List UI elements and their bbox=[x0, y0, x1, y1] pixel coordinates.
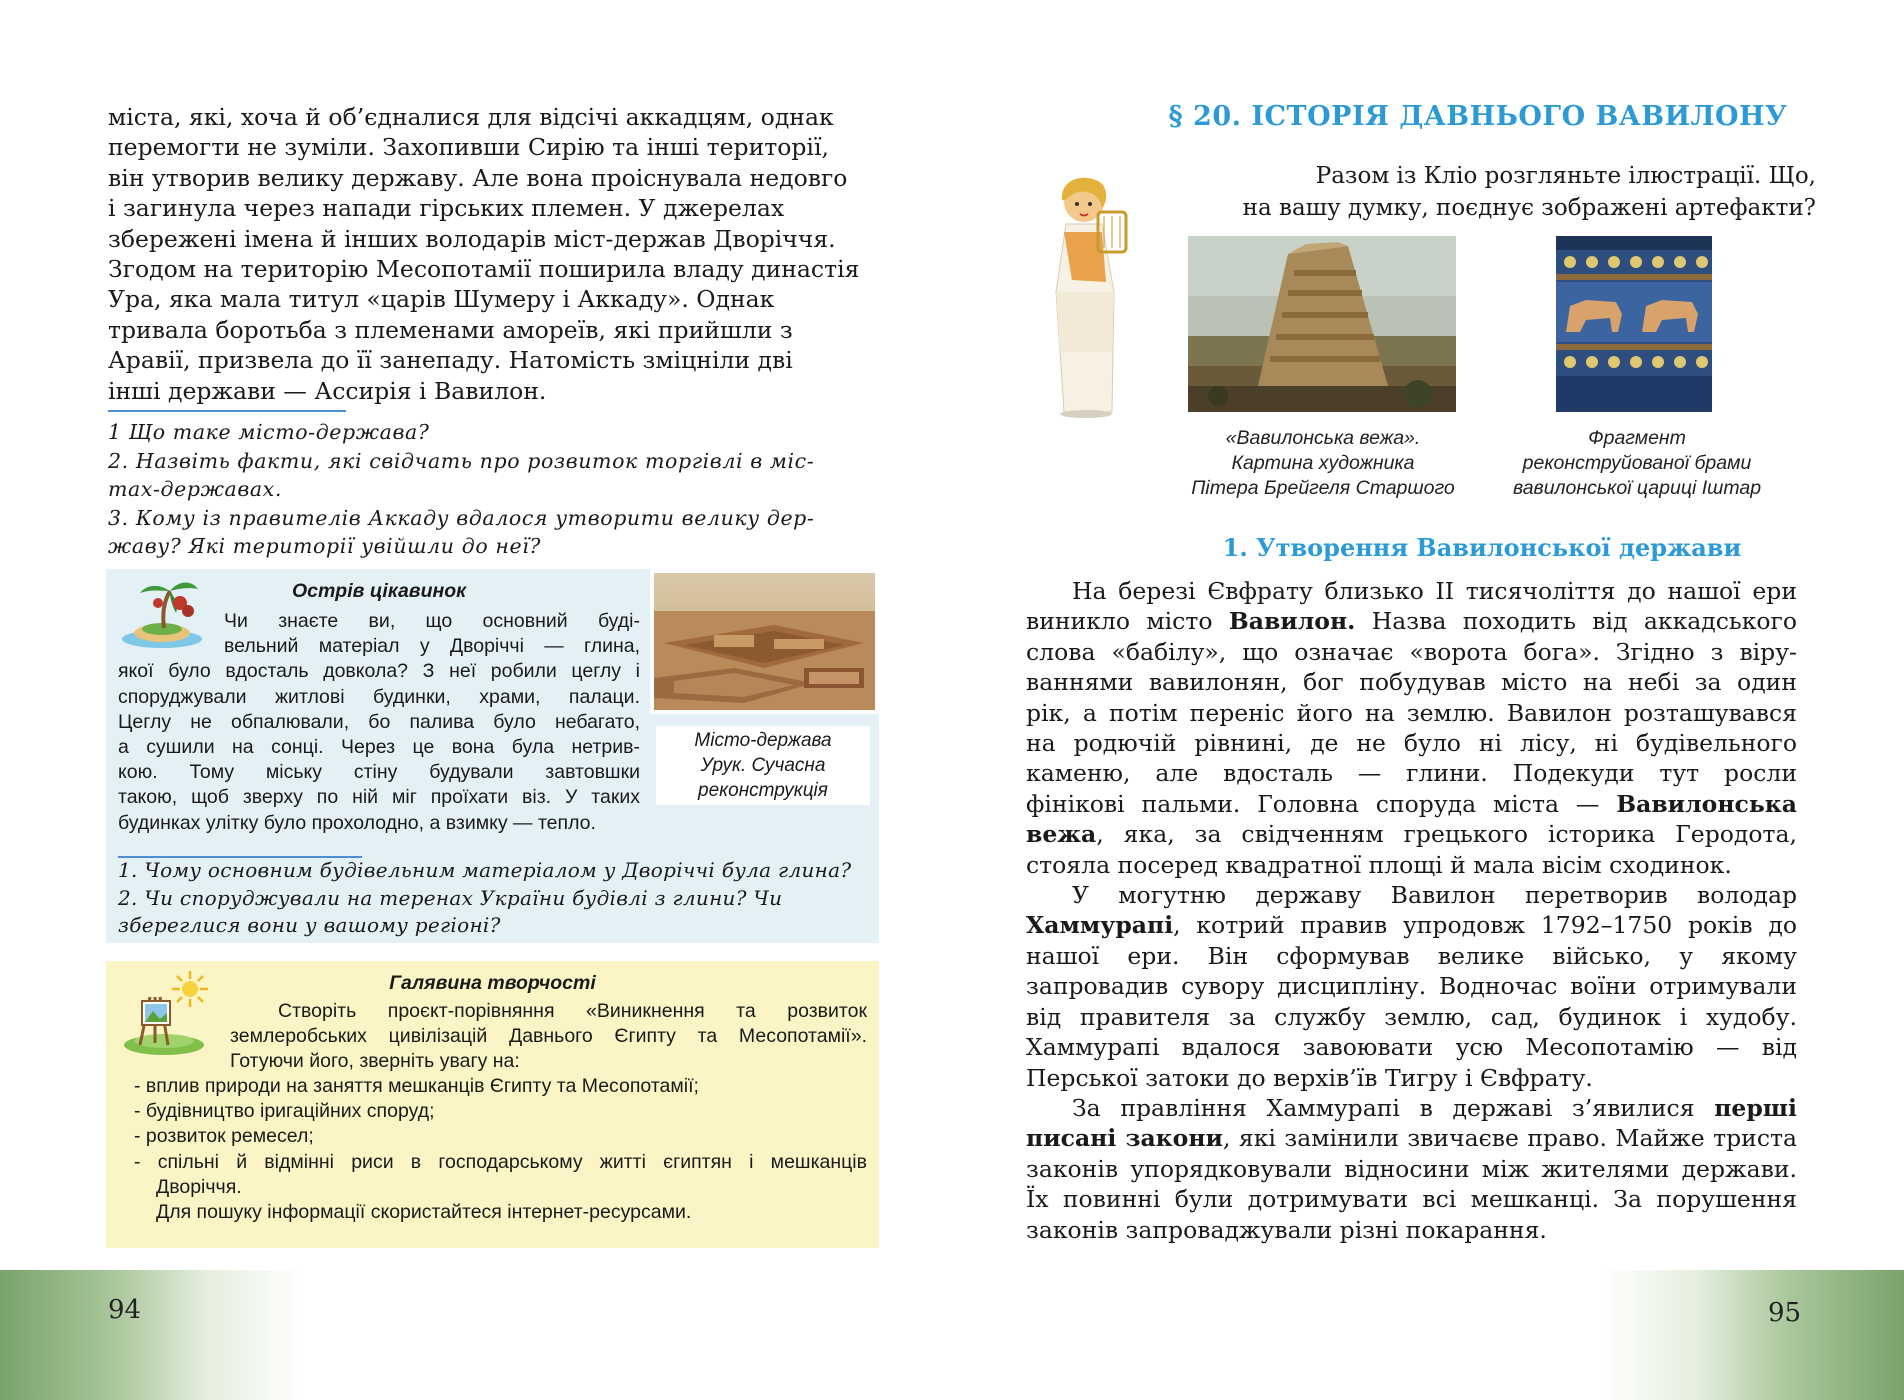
bullet-item: Дворіччя. bbox=[156, 1175, 242, 1198]
caption-line: Місто-держава bbox=[694, 730, 832, 751]
text-line: землеробських цивілізацій Давнього Єгипту та Месопотамії». bbox=[230, 1025, 867, 1048]
text-line: вежа, яка, за свідченням грецького історика Геродота, bbox=[1026, 820, 1797, 849]
caption-line: реконструкція bbox=[698, 780, 828, 801]
text-line: Готуючи його, зверніть увагу на: bbox=[230, 1050, 520, 1073]
question: 1. Чому основним будівельним матеріалом у Дворіччі була глина? bbox=[118, 858, 852, 882]
text-line: міста, які, хоча й об’єдналися для відсічі аккадцям, однак bbox=[108, 103, 834, 131]
uruk-image-caption bbox=[656, 726, 870, 805]
bold-term: перші bbox=[1714, 1093, 1797, 1122]
text-line: Хаммурапі, котрий правив упродовж 1792–1750 років до bbox=[1026, 911, 1797, 940]
bullet-item: - будівництво іригаційних споруд; bbox=[134, 1100, 435, 1123]
text-line: У могутню державу Вавилон перетворив володар bbox=[1072, 881, 1797, 910]
bold-term: писані закони bbox=[1026, 1124, 1223, 1153]
question: жаву? Які території увійшли до неї? bbox=[108, 534, 541, 559]
text-line: За правління Хаммурапі в державі з’явилися перші bbox=[1072, 1093, 1797, 1122]
creativity-box bbox=[106, 961, 879, 1248]
text-line: якої було вдосталь довкола? З неї робили цеглу і bbox=[118, 660, 640, 683]
text-line: Цеглу не обпалювали, бо палива було небагато, bbox=[118, 710, 640, 733]
caption-line: Фрагмент bbox=[1588, 427, 1686, 449]
tower-of-babel-frame bbox=[1184, 232, 1460, 416]
text-line: ваннями вавилонян, бог побудував місто на небі за один bbox=[1026, 668, 1797, 697]
creativity-box-intro bbox=[230, 999, 867, 1075]
question: збереглися вони у вашому регіоні? bbox=[118, 913, 501, 937]
text-line: перемогти не зуміли. Захопивши Сирію та інші території, bbox=[108, 133, 829, 162]
ishtar-gate-frame bbox=[1552, 232, 1716, 416]
prompt-line: Разом із Кліо розгляньте ілюстрації. Що, bbox=[1315, 163, 1816, 189]
clio-prompt bbox=[1176, 160, 1816, 224]
right-page bbox=[952, 0, 1904, 1400]
clio-muse-figure bbox=[1042, 172, 1142, 420]
gate-caption bbox=[1492, 426, 1782, 501]
right-body-text bbox=[1026, 576, 1797, 1245]
caption-line: реконструйованої брами bbox=[1522, 452, 1752, 474]
text-line: а сушили на сонці. Через це вона була нетрив- bbox=[118, 736, 640, 759]
text-line: вельний матеріал у Дворіччі — глина, bbox=[224, 635, 640, 658]
question: 2. Чи споруджували на теренах України будівлі з глини? Чи bbox=[118, 885, 783, 910]
question: 3. Кому із правителів Аккаду вдалося утворити велику дер- bbox=[108, 505, 815, 530]
bold-term: вежа bbox=[1026, 820, 1097, 849]
text-line: слова «бабілу», що означає «ворота бога». Згідно з віру- bbox=[1026, 637, 1797, 666]
text-line: Згодом на територію Месопотамії поширила владу династія bbox=[108, 255, 860, 284]
text-line: виникло місто Вавилон. Назва походить від аккадського bbox=[1026, 607, 1797, 636]
page-number-left: 94 bbox=[108, 1295, 142, 1325]
text-line: будинках улітку було прохолодно, а взимку — тепло. bbox=[118, 811, 596, 834]
text-line: Аравії, призвела до її занепаду. Натомість зміцніли дві bbox=[108, 346, 793, 375]
bullet-item: - вплив природи на заняття мешканців Єгипту та Месопотамії; bbox=[134, 1075, 699, 1097]
text-line: і загинула через напади гірських племен. У джерелах bbox=[108, 194, 785, 223]
caption-line: Пітера Брейгеля Старшого bbox=[1191, 477, 1455, 499]
closing-line: Для пошуку інформації скористайтеся інтернет-ресурсами. bbox=[156, 1201, 692, 1224]
section-divider bbox=[108, 410, 346, 412]
text-line: від правителя за службу землю, сад, будинок і худобу. bbox=[1026, 1002, 1797, 1031]
text-line: він утворив велику державу. Але вона проіснувала недовго bbox=[108, 163, 848, 192]
text-line: законів упорядковували відносини між жителями держави. bbox=[1026, 1154, 1797, 1183]
creativity-box-bullets bbox=[134, 1074, 867, 1225]
text-line: кою. Тому міську стіну будували завтовшки bbox=[118, 761, 640, 784]
section-title: 1. Утворення Вавилонської держави bbox=[1222, 533, 1742, 562]
text-line: На березі Євфрату близько II тисячоліття до нашої ери bbox=[1072, 577, 1797, 605]
text-line: законів запроваджували різні покарання. bbox=[1026, 1215, 1547, 1244]
bold-term: Вавилон. bbox=[1228, 607, 1356, 636]
question: тах-державах. bbox=[108, 477, 282, 502]
creativity-box-title: Галявина творчості bbox=[389, 972, 596, 994]
island-box-title: Острів цікавинок bbox=[291, 580, 467, 602]
text-line: Чи знаєте ви, що основний буді- bbox=[224, 610, 640, 632]
chapter-title: § 20. ІСТОРІЯ ДАВНЬОГО ВАВИЛОНУ bbox=[1168, 101, 1788, 132]
text-line: збережені імена й інших володарів міст-держав Дворіччя. bbox=[108, 224, 836, 253]
tower-of-babel-painting bbox=[1188, 236, 1456, 412]
island-box-questions bbox=[118, 857, 876, 940]
text-line: Створіть проєкт-порівняння «Виникнення та розвиток bbox=[278, 1000, 867, 1022]
text-line: Перської затоки до верхів’їв Тигру і Євфрату. bbox=[1026, 1063, 1593, 1092]
ishtar-gate-fragment bbox=[1556, 236, 1712, 412]
uruk-image-frame bbox=[650, 569, 879, 714]
uruk-reconstruction-image bbox=[654, 573, 875, 710]
bullet-item: - спільні й відмінні риси в господарському житті єгиптян і мешканців bbox=[134, 1150, 867, 1173]
text-line: споруджували житлові будинки, храми, палаци. bbox=[118, 685, 640, 708]
text-line: Хаммурапі вдалося завоювати усю Месопотамію — від bbox=[1026, 1033, 1797, 1062]
question: 2. Назвіть факти, які свідчать про розвиток торгівлі в міс- bbox=[108, 448, 815, 473]
text-line: стояла посеред квадратної площі й мала вісім сходинок. bbox=[1026, 850, 1732, 879]
question: 1 Що таке місто-держава? bbox=[108, 420, 430, 444]
bullet-item: - розвиток ремесел; bbox=[134, 1125, 314, 1148]
caption-line: Урук. Сучасна bbox=[700, 755, 826, 776]
tower-caption bbox=[1152, 426, 1494, 501]
prompt-line: на вашу думку, поєднує зображені артефакти? bbox=[1242, 195, 1816, 221]
page-number-right: 95 bbox=[1768, 1298, 1802, 1328]
text-line: фінікові пальми. Головна споруда міста — Вавилонська bbox=[1026, 789, 1797, 818]
text-line: Їх повинні були дотримувати всі мешканці. За порушення bbox=[1026, 1185, 1797, 1214]
caption-line: вавилонської цариці Іштар bbox=[1512, 477, 1762, 499]
text-line: тривала боротьба з племенами амореїв, які прийшли з bbox=[108, 315, 793, 344]
text-line: на родючій рівнині, де не було ні лісу, ні будівельного bbox=[1026, 729, 1797, 758]
island-info-box bbox=[106, 569, 879, 943]
bold-term: Хаммурапі bbox=[1026, 911, 1174, 940]
text-line: такою, щоб зверху по ній міг проїхати віз. У таких bbox=[118, 786, 640, 809]
text-line: каменю, але вдосталь — глини. Подекуди тут росли bbox=[1026, 759, 1797, 788]
text-line: рік, а потім переніс його на землю. Вавилон розташувався bbox=[1026, 698, 1797, 727]
text-line: запровадив сувору дисципліну. Водночас воїни отримували bbox=[1026, 972, 1797, 1001]
review-questions bbox=[108, 418, 879, 561]
left-body-text bbox=[108, 102, 879, 406]
text-line: інші держави — Ассирія і Вавилон. bbox=[108, 376, 547, 405]
text-line: Ура, яка мала титул «царів Шумеру і Аккаду». Однак bbox=[108, 285, 775, 314]
island-box-text bbox=[118, 609, 640, 836]
text-line: нашої ери. Він сформував велике військо, у якому bbox=[1026, 941, 1797, 970]
text-line: писані закони, які замінили звичаєве право. Майже триста bbox=[1026, 1124, 1797, 1153]
caption-line: «Вавилонська вежа». bbox=[1225, 427, 1421, 449]
caption-line: Картина художника bbox=[1231, 452, 1415, 474]
bold-term: Вавилонська bbox=[1616, 789, 1797, 818]
